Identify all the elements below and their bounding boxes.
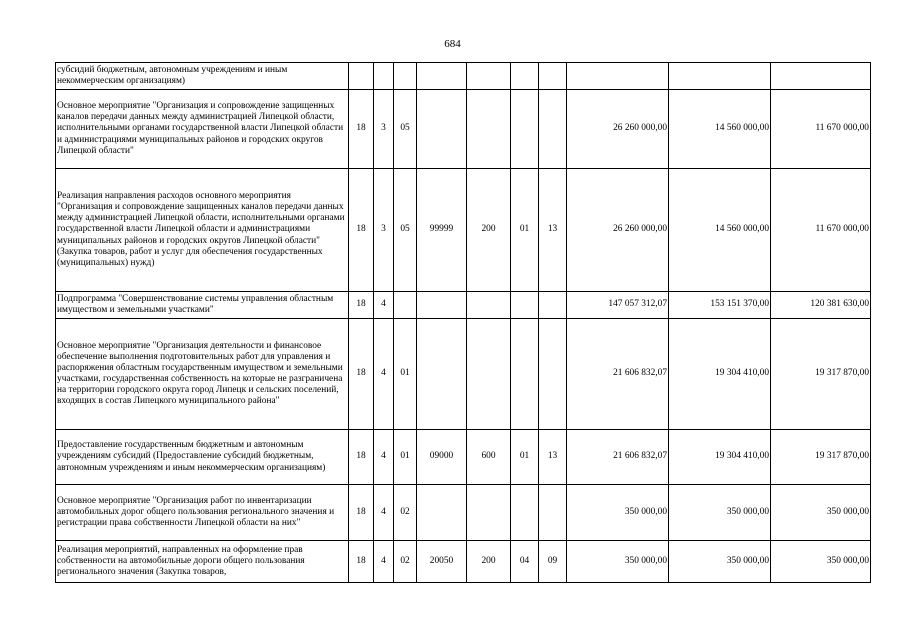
amount-cell: 350 000,00 [669,485,771,541]
subsection-cell [539,292,567,319]
code-cell [349,63,374,90]
amount-cell: 21 606 832,07 [567,319,669,430]
target-article-cell: 20050 [417,541,467,583]
subsection-cell [539,319,567,430]
amount-cell: 19 317 870,00 [771,430,871,485]
code-cell: 18 [349,90,374,169]
section-cell: 04 [511,541,539,583]
amount-cell: 350 000,00 [771,485,871,541]
expense-type-cell [467,90,511,169]
amount-cell [771,63,871,90]
code-cell [394,63,417,90]
table-row [56,485,871,541]
amount-cell [669,63,771,90]
section-cell: 01 [511,430,539,485]
subsection-cell [539,63,567,90]
section-cell [511,292,539,319]
code-cell [374,63,394,90]
amount-cell: 11 670 000,00 [771,90,871,169]
code-cell: 01 [394,430,417,485]
expense-type-cell [467,485,511,541]
code-cell: 02 [394,541,417,583]
subsection-cell: 09 [539,541,567,583]
row-name-cell: Подпрограмма "Совершенствование системы управления областным имуществом и земельными участками" [56,292,349,319]
code-cell: 18 [349,169,374,292]
section-cell [511,63,539,90]
amount-cell: 14 560 000,00 [669,169,771,292]
amount-cell [567,63,669,90]
row-name-cell: Основное мероприятие "Организация деятельности и финансовое обеспечение выполнения подготовительных работ для управления и распоряжения областным государственным имуществом и земельными участками, государственная собственность на которые не разграничена на территории городского округа город Липецк и сельских поселений, входящих в состав Липецкого муниципального района" [56,319,349,430]
target-article-cell [417,63,467,90]
code-cell: 18 [349,292,374,319]
table-row [56,63,871,90]
expense-type-cell: 600 [467,430,511,485]
code-cell: 3 [374,169,394,292]
amount-cell: 11 670 000,00 [771,169,871,292]
table-row [56,319,871,430]
code-cell: 01 [394,319,417,430]
amount-cell: 26 260 000,00 [567,169,669,292]
section-cell [511,90,539,169]
amount-cell: 26 260 000,00 [567,90,669,169]
subsection-cell [539,90,567,169]
target-article-cell [417,292,467,319]
table-row [56,90,871,169]
table-row [56,541,871,583]
amount-cell: 350 000,00 [669,541,771,583]
code-cell [394,292,417,319]
code-cell: 4 [374,541,394,583]
code-cell: 4 [374,430,394,485]
amount-cell: 147 057 312,07 [567,292,669,319]
target-article-cell [417,485,467,541]
code-cell: 4 [374,292,394,319]
budget-table [55,62,871,583]
expense-type-cell: 200 [467,169,511,292]
expense-type-cell [467,319,511,430]
code-cell: 3 [374,90,394,169]
subsection-cell [539,485,567,541]
code-cell: 18 [349,319,374,430]
amount-cell: 19 317 870,00 [771,319,871,430]
subsection-cell: 13 [539,169,567,292]
code-cell: 4 [374,485,394,541]
target-article-cell: 99999 [417,169,467,292]
section-cell [511,319,539,430]
code-cell: 4 [374,319,394,430]
code-cell: 18 [349,541,374,583]
table-row [56,430,871,485]
amount-cell: 350 000,00 [567,541,669,583]
amount-cell: 21 606 832,07 [567,430,669,485]
amount-cell: 19 304 410,00 [669,430,771,485]
section-cell [511,485,539,541]
expense-type-cell [467,292,511,319]
expense-type-cell: 200 [467,541,511,583]
code-cell: 05 [394,90,417,169]
row-name-cell: Реализация направления расходов основного мероприятия "Организация и сопровождение защищенных каналов передачи данных между администрацией Липецкой области, исполнительными органами государственной власти Липецкой области и администрациями муниципальных районов и городских округов Липецкой области" (Закупка товаров, работ и услуг для обеспечения государственных (муниципальных) нужд) [56,169,349,292]
table-row [56,292,871,319]
code-cell: 18 [349,485,374,541]
code-cell: 18 [349,430,374,485]
subsection-cell: 13 [539,430,567,485]
row-name-cell: Основное мероприятие "Организация и сопровождение защищенных каналов передачи данных между администрацией Липецкой области, исполнительными органами государственной власти Липецкой области и администрациями муниципальных районов и городских округов Липецкой области" [56,90,349,169]
code-cell: 05 [394,169,417,292]
target-article-cell [417,90,467,169]
code-cell: 02 [394,485,417,541]
row-name-cell: Предоставление государственным бюджетным и автономным учреждениям субсидий (Предоставление субсидий бюджетным, автономным учреждениям и иным некоммерческим организациям) [56,430,349,485]
amount-cell: 350 000,00 [771,541,871,583]
page-number: 684 [444,38,461,50]
amount-cell: 350 000,00 [567,485,669,541]
table-row [56,169,871,292]
amount-cell: 14 560 000,00 [669,90,771,169]
section-cell: 01 [511,169,539,292]
target-article-cell: 09000 [417,430,467,485]
amount-cell: 120 381 630,00 [771,292,871,319]
row-name-cell: Реализация мероприятий, направленных на оформление прав собственности на автомобильные дороги общего пользования регионального значения (Закупка товаров, [56,541,349,583]
expense-type-cell [467,63,511,90]
target-article-cell [417,319,467,430]
amount-cell: 19 304 410,00 [669,319,771,430]
row-name-cell: субсидий бюджетным, автономным учреждениям и иным некоммерческим организациям) [56,63,349,90]
row-name-cell: Основное мероприятие "Организация работ по инвентаризации автомобильных дорог общего пользования регионального значения и регистрации права собственности Липецкой области на них" [56,485,349,541]
amount-cell: 153 151 370,00 [669,292,771,319]
